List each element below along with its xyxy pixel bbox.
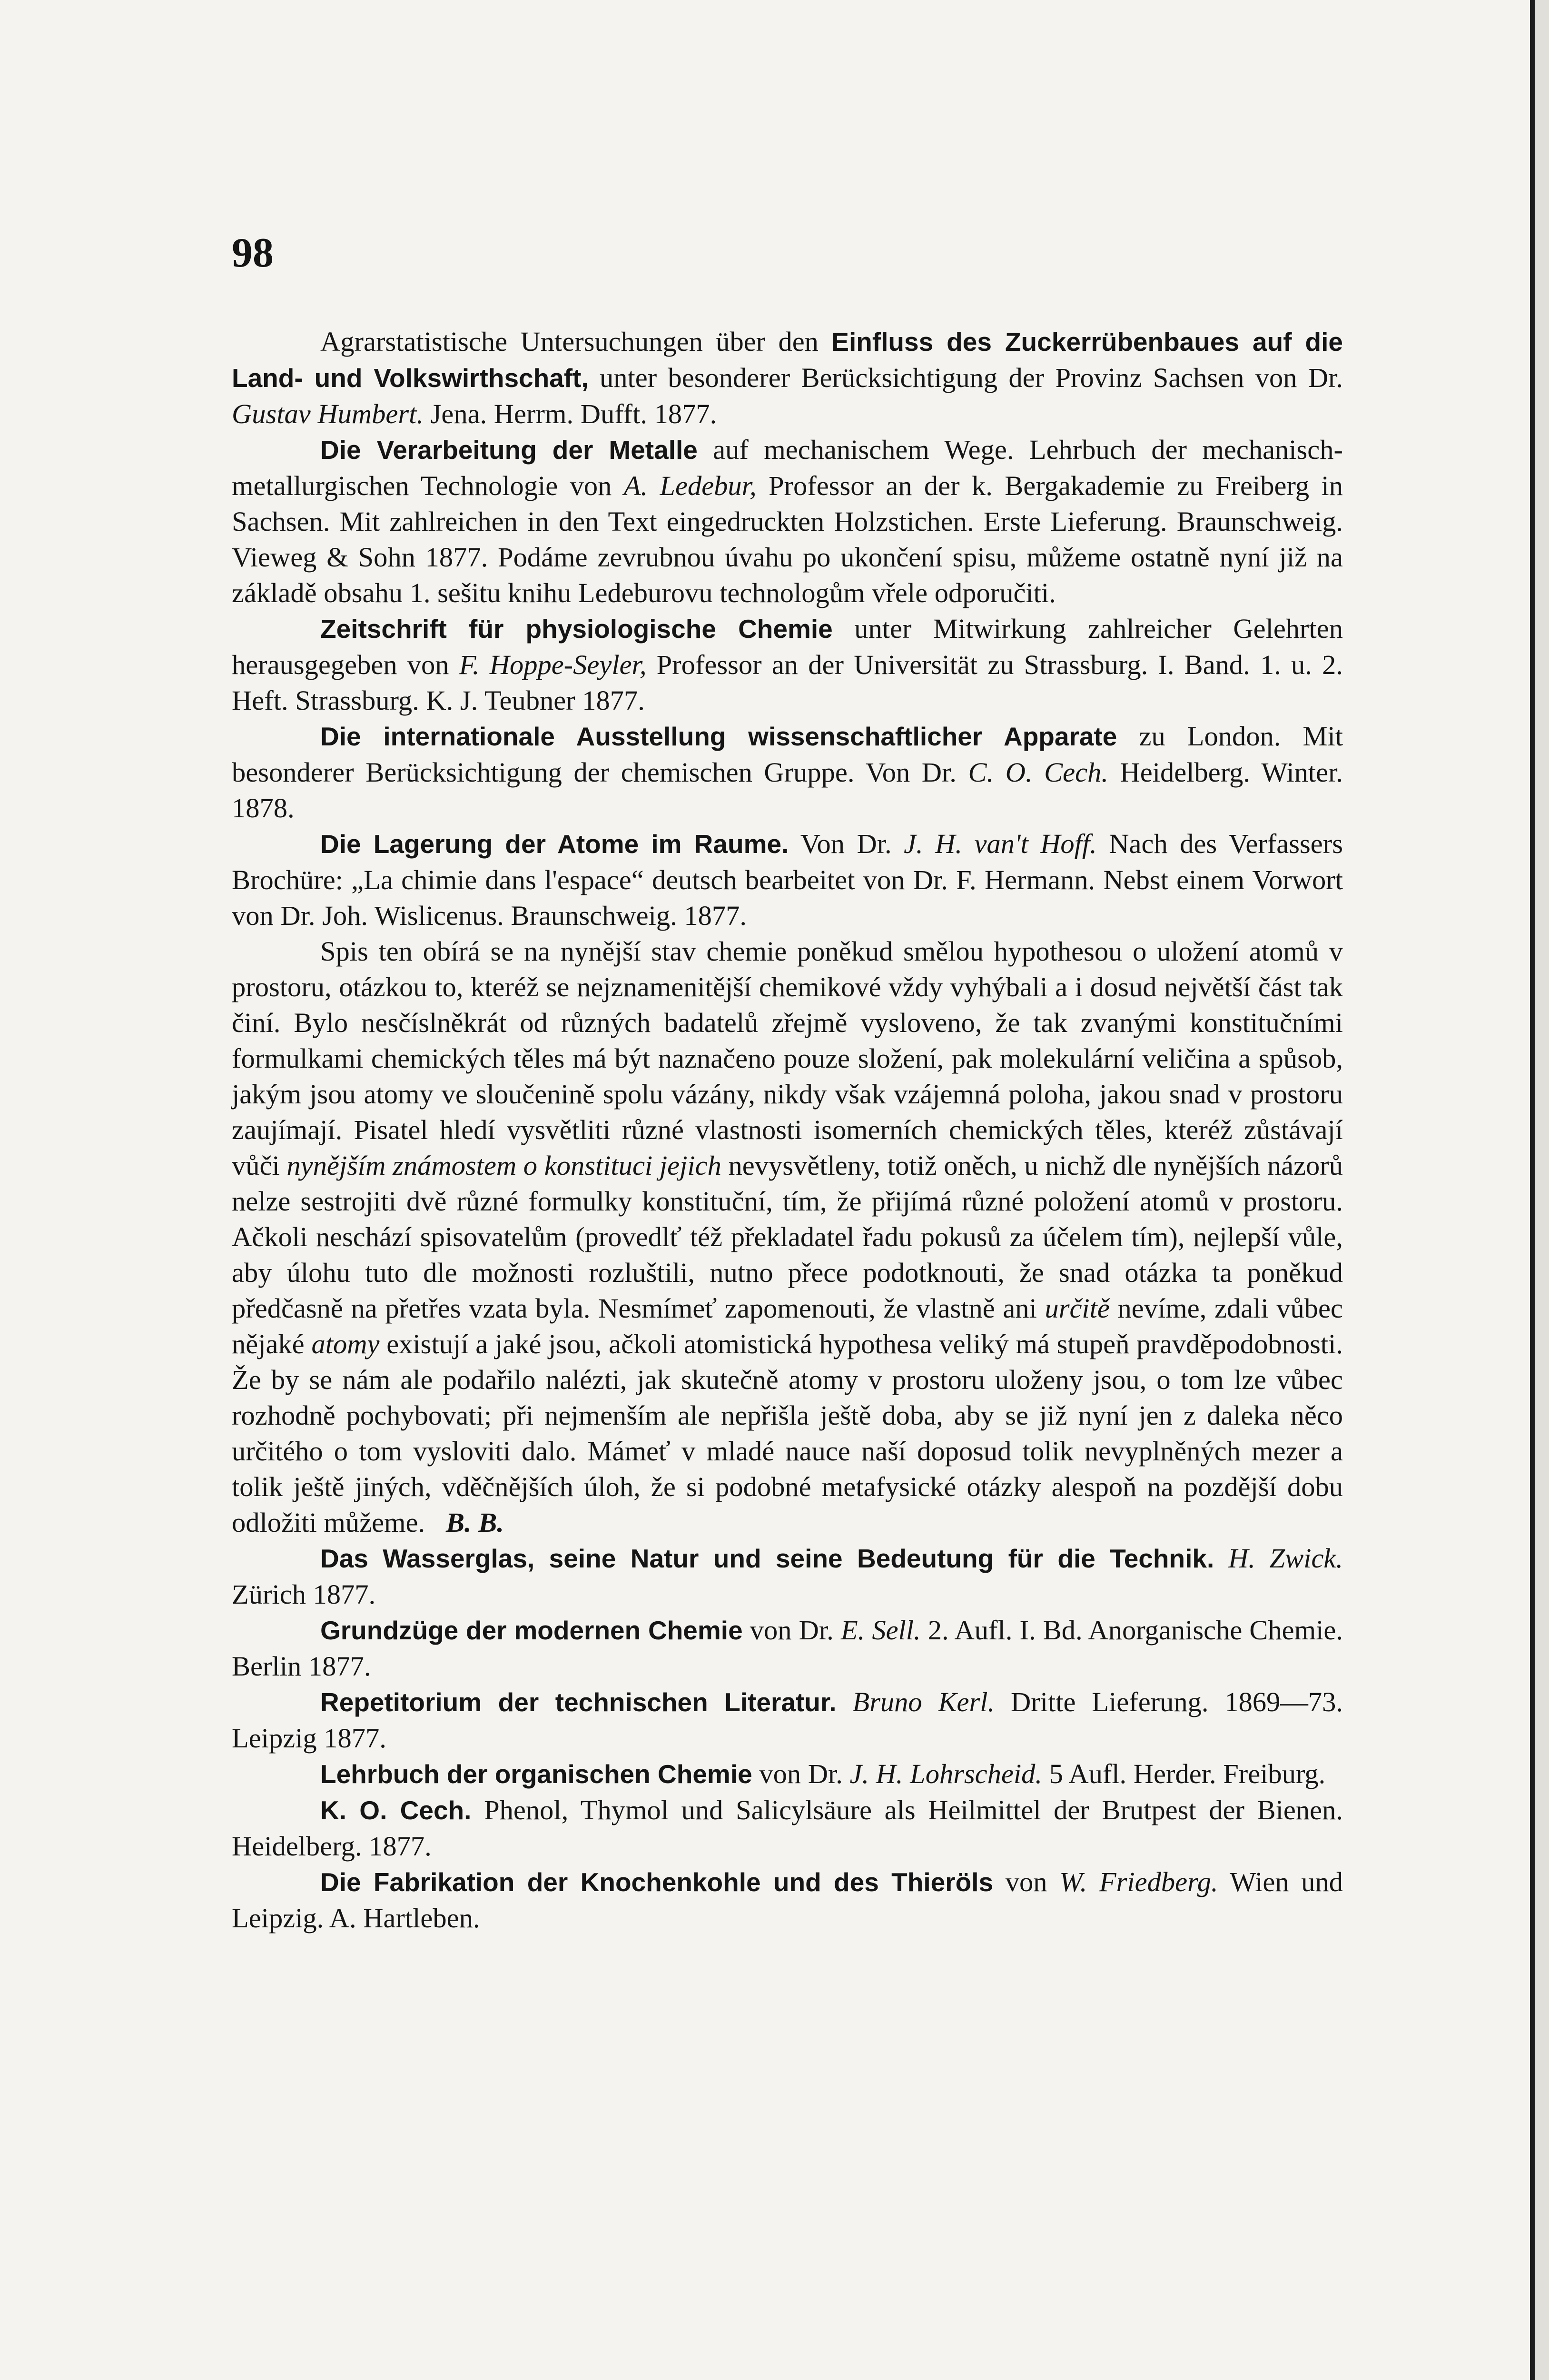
entry-text: von Dr.: [742, 1615, 841, 1646]
bibliography-entry: [232, 1540, 1343, 1612]
bibliography-entry: [232, 1792, 1343, 1864]
entry-text: Phenol, Thymol und Salicylsäure als Heilmittel der Brutpest der Bienen. Heidelberg. 1877.: [232, 1795, 1343, 1862]
entry-title: Grundzüge der modernen Chemie: [320, 1616, 743, 1645]
entry-author: Bruno Kerl.: [852, 1686, 995, 1717]
review-emphasis: atomy: [311, 1329, 380, 1359]
bibliography-entry: [232, 1864, 1343, 1936]
entry-text: Nach des Verfassers Brochüre: „La chimie dans l'espace“ deutsch bearbeitet von Dr. F. Hermann. Nebst einem Vorwort von Dr. Joh. Wislicenus. Braunschweig. 1877.: [232, 828, 1343, 931]
entry-title: K. O. Cech.: [320, 1795, 472, 1825]
entry-author: W. Friedberg.: [1059, 1866, 1218, 1897]
entry-title: Zeitschrift für physiologische Chemie: [320, 614, 833, 644]
bibliography-entry: [232, 611, 1343, 718]
entry-author: H. Zwick.: [1228, 1543, 1343, 1574]
entry-text: Professor an der k. Bergakademie zu Freiberg in Sachsen. Mit zahlreichen in den Text eingedruckten Holzstichen. Erste Lieferung. Braunschweig. Vieweg & Sohn 1877. Podáme zevrubnou úvahu po ukončení spisu, můžeme ostatně nyní již na základě obsahu 1. sešitu knihu Ledeburovu technologům vřele odporučiti.: [232, 470, 1343, 608]
entry-title: Lehrbuch der organischen Chemie: [320, 1759, 752, 1789]
entry-text: unter Mitwirkung zahlreicher Gelehrten herausgegeben von: [232, 613, 1343, 680]
entry-text: unter besonderer Berücksichtigung der Provinz Sachsen von Dr.: [588, 362, 1343, 393]
entry-text: [837, 1686, 853, 1717]
entry-text: Wien und Leipzig. A. Hartleben.: [232, 1866, 1343, 1934]
review-signature: B. B.: [446, 1507, 504, 1538]
entry-text: Professor an der Universität zu Strassburg. I. Band. 1. u. 2. Heft. Strassburg. K. J. Teubner 1877.: [232, 649, 1343, 716]
review-paragraph: [232, 933, 1343, 1540]
entry-title: Das Wasserglas, seine Natur und seine Bedeutung für die Technik.: [320, 1544, 1214, 1573]
review-emphasis: nynějším známostem o konstituci jejich: [286, 1150, 721, 1181]
bibliography-entry: [232, 1684, 1343, 1756]
entry-author: E. Sell.: [840, 1615, 921, 1646]
bibliography-entry: [232, 1756, 1343, 1792]
bibliography-entry: [232, 718, 1343, 826]
bibliography-entry: [232, 432, 1343, 611]
entry-author: J. H. Lohrscheid.: [849, 1758, 1043, 1789]
entry-text: Agrarstatistische Untersuchungen über den: [320, 326, 832, 357]
page-edge: [1530, 0, 1549, 2380]
review-text: nevíme, zdali vůbec nějaké: [232, 1293, 1343, 1359]
entry-text: von Dr.: [752, 1758, 850, 1789]
review-text: nevysvětleny, totiž oněch, u nichž dle nynějších názorů nelze sestrojiti dvě různé formulky konstituční, tím, že přijímá různé položení atomů v prostoru. Ačkoli neschází spisovatelům (provedlť též překladatel řadu pokusů za účelem tím), nejlepší vůle, aby úlohu tuto dle možnosti rozluštili, nutno přece podotknouti, že snad otázka ta poněkud předčasně na přetřes vzata byla. Nesmímeť zapomenouti, že vlastně ani: [232, 1150, 1343, 1324]
entry-text: auf mechanischem Wege. Lehrbuch der mechanisch-metallurgischen Technologie von: [232, 434, 1343, 501]
entry-text: zu London. Mit besonderer Berücksichtigung der chemischen Gruppe. Von Dr.: [232, 721, 1343, 788]
entry-title: Die Fabrikation der Knochenkohle und des Thieröls: [320, 1867, 994, 1897]
entry-text: von: [993, 1866, 1060, 1897]
entry-title: Die Lagerung der Atome im Raume.: [320, 829, 789, 859]
entry-title: Die Verarbeitung der Metalle: [320, 435, 698, 465]
entry-text: Zürich 1877.: [232, 1579, 376, 1610]
page-number: 98: [232, 230, 274, 276]
entry-title: Einfluss des Zuckerrübenbaues auf die Land- und Volkswirthschaft,: [232, 327, 1343, 393]
entry-author: J. H. van't Hoff.: [904, 828, 1097, 859]
entry-title: Repetitorium der technischen Literatur.: [320, 1687, 837, 1717]
bibliography-entry: [232, 324, 1343, 432]
entry-text: 2. Aufl. I. Bd. Anorganische Chemie. Berlin 1877.: [232, 1615, 1343, 1682]
entry-text: [1214, 1543, 1228, 1574]
entry-author: Gustav Humbert.: [232, 398, 424, 429]
entry-title: Die internationale Ausstellung wissenschaftlicher Apparate: [320, 722, 1117, 751]
entry-text: 5 Aufl. Herder. Freiburg.: [1042, 1758, 1326, 1789]
entry-author: F. Hoppe-Seyler,: [459, 649, 647, 680]
entry-author: A. Ledebur,: [623, 470, 757, 501]
review-text: existují a jaké jsou, ačkoli atomistická hypothesa veliký má stupeň pravděpodobnosti. Že by se nám ale podařilo nalézti, jak skutečně atomy v prostoru uloženy jsou, o tom lze vůbec rozhodně pochybovati; při nejmenším ale nepřišla ještě doba, aby se již nyní jen z daleka něco určitého o tom vysloviti dalo. Mámeť v mladé nauce naší doposud tolik nevyplněných mezer a tolik ještě jiných, vděčnějších úloh, že si podobné metafysické otázky alespoň na pozdější dobu odložiti můžeme.: [232, 1329, 1343, 1538]
bibliography-entry: [232, 1612, 1343, 1684]
entry-text: Von Dr.: [789, 828, 904, 859]
review-emphasis: určitě: [1045, 1293, 1110, 1324]
entry-text: Heidelberg. Winter. 1878.: [232, 757, 1343, 823]
bibliography-entry: [232, 826, 1343, 933]
entry-author: C. O. Cech.: [968, 757, 1108, 788]
review-text: Spis ten obírá se na nynější stav chemie poněkud smělou hypothesou o uložení atomů v prostoru, otázkou to, kteréž se nejznamenitější chemikové vždy vyhýbali a i dosud největší část tak činí. Bylo nesčíslněkrát od různých badatelů zřejmě vysloveno, že tak zvanými konstitučními formulkami chemických těles má být naznačeno pouze složení, pak molekulární veličina a spůsob, jakým jsou atomy ve sloučenině spolu vázány, nikdy však vzájemná poloha, jakou snad v prostoru zaujímají. Pisatel hledí vysvětliti různé vlastnosti isomerních chemických těles, kteréž zůstávají vůči: [232, 936, 1343, 1181]
entry-text: Jena. Herrm. Dufft. 1877.: [423, 398, 717, 429]
entry-text: Dritte Lieferung. 1869—73. Leipzig 1877.: [232, 1686, 1343, 1754]
document-body: [232, 324, 1343, 1936]
